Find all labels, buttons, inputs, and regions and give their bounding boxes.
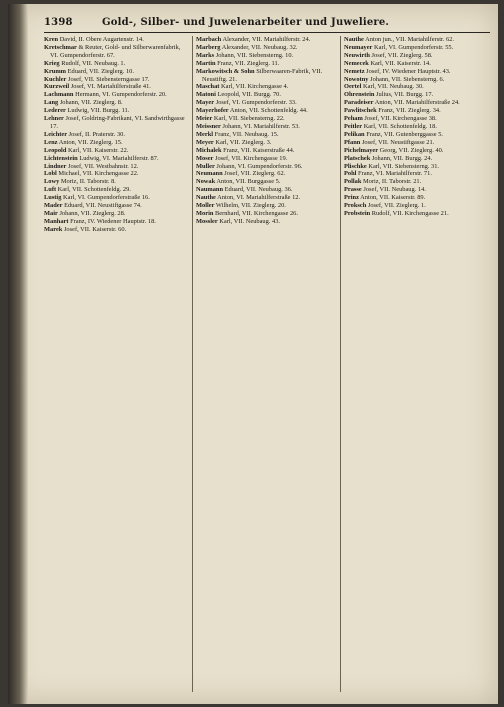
entry-details: Karl, VI. Gumpendorferstraße 16. [61,194,150,202]
entry-details: Alexander, VII. Mariahilferstr. 24. [221,36,311,43]
entry-name: Marberg [196,43,221,51]
page-number: 1398 [44,17,73,28]
entry-name: Pfann [344,138,361,146]
directory-entry [196,131,337,139]
scanned-page [8,4,498,704]
directory-page [44,16,490,696]
entry-details: Michael, VII. Kirchengasse 22. [56,170,139,178]
directory-entry [196,139,337,147]
directory-entry [44,218,189,226]
entry-name: Mossler [196,217,218,225]
entry-details: Julius, VII. Burgg. 17. [374,91,434,99]
directory-entry [344,83,485,91]
entry-name: Martin [196,59,216,67]
column-2 [192,36,340,692]
entry-name: Neumann [196,170,223,178]
column-1 [44,36,192,692]
entry-details: Johann, VII. Zieglerg. 28. [57,209,126,217]
entry-details: Johann, VII. Zieglerg. 8. [58,99,123,107]
directory-entry [196,36,337,44]
directory-entry [344,123,485,131]
entry-name: Proksch [344,202,367,210]
directory-entry [344,44,485,52]
directory-entry [44,194,189,202]
entry-details: Franz, IV. Wiedener Hauptstr. 18. [68,217,156,225]
directory-entry [344,210,485,218]
entry-details: Josef, VII. Siebensterngasse 17. [66,75,150,83]
directory-entry [196,68,337,84]
page-header [44,16,490,33]
entry-name: Mair [44,209,58,217]
entry-details: Johann, VII. Siebensterng. 6. [368,75,445,83]
entry-name: Oertel [344,83,362,91]
entry-name: Prinz [344,194,359,202]
directory-entry [344,163,485,171]
entry-name: Platschek [344,154,371,162]
entry-name: Krieg [44,59,60,67]
directory-entry [344,147,485,155]
entry-details: Franz, VII. Kaiserstraße 44. [221,146,295,154]
entry-details: Johann, VII. Burgg. 24. [370,154,433,162]
directory-entry [196,91,337,99]
entry-details: Eduard, VII. Neubaug. 36. [223,186,293,194]
directory-entry [344,170,485,178]
entry-details: Karl, VII. Siebensterng. 31. [366,162,440,170]
entry-details: Hermann, VI. Gumpendorferstr. 20. [73,91,167,99]
entry-details: Rudolf, VII. Kirchengasse 21. [370,209,449,217]
entry-name: Lachmann [44,91,74,99]
entry-details: Franz, VII. Zieglerg. 34. [376,107,441,115]
entry-details: & Reuter, Gold- und Silberwarenfabrik, VI. Gumpendorferstr. 67. [50,43,181,59]
entry-name: Meier [196,115,213,123]
directory-entry [196,60,337,68]
directory-entry [344,99,485,107]
entry-name: Leopold [44,146,67,154]
entry-details: Anton, VII. Kaiserstr. 89. [358,194,426,202]
entry-name: Leichter [44,130,68,138]
entry-name: Kren [44,36,59,43]
directory-entry [44,91,189,99]
entry-name: Kurzweil [44,83,70,91]
entry-details: Karl, VII. Kaiserstr. 14. [368,59,431,67]
entry-name: Paradeiser [344,99,374,107]
entry-details: Bernhard, VII. Kirchengasse 26. [213,209,298,217]
entry-name: Nemecek [344,59,369,67]
entry-details: Karl, VII. Kaiserstr. 22. [66,146,129,154]
entry-name: Prasse [344,186,362,194]
entry-name: Nauthe [196,194,216,202]
directory-entry [44,202,189,210]
entry-name: Lenz [44,138,58,146]
entry-name: Peham [344,115,363,123]
entry-details: Karl, VII. Schottenfeldg. 18. [362,122,437,130]
entry-details: Moriz, II. Taborstr. 8. [59,178,116,186]
entry-name: Pollak [344,178,362,186]
entry-name: Lindner [44,162,67,170]
entry-details: Johann, VII. Siebensterng. 10. [214,51,294,59]
directory-entry [196,99,337,107]
entry-name: Marbach [196,36,222,43]
directory-entry [44,163,189,171]
entry-name: Pelikan [344,130,365,138]
entry-details: Ludwig, VII. Burgg. 11. [65,107,130,115]
directory-entry [344,36,485,44]
directory-entry [344,194,485,202]
entry-details: Anton, VII. Mariahilferstraße 24. [373,99,460,107]
directory-entry [344,131,485,139]
entry-name: Lowy [44,178,60,186]
entry-details: Eduard, VII. Zieglerg. 10. [66,67,134,75]
directory-entry [196,52,337,60]
entry-details: Karl, VII. Siebensterng. 22. [212,115,285,123]
directory-entry [196,194,337,202]
directory-entry [196,218,337,226]
entry-name: Pawlitschek [344,107,377,115]
entry-details: Josef, Goldring-Fabrikant, VI. Sandwirthgasse 17. [50,115,185,130]
entry-details: Josef, VII. Kaiserstr. 60. [62,225,127,233]
directory-entry [196,202,337,210]
entry-details: Johann, VI. Gumpendorferstr. 96. [214,162,303,170]
entry-name: Manhart [44,217,69,225]
directory-entry [196,163,337,171]
entry-details: Anton, VII. Schottenfeldg. 44. [228,107,308,115]
entry-name: Meissner [196,122,221,130]
directory-entry [344,155,485,163]
entry-name: Nowotny [344,75,369,83]
entry-details: David, II. Obere Augartenstr. 14. [58,36,144,43]
entry-details: Anton, VI. Mariahilferstraße 12. [215,194,301,202]
entry-details: Anton, VII. Burggasse 5. [215,178,281,186]
entry-name: Moser [196,154,214,162]
entry-details: Josef, VI. Mariahilferstraße 41. [69,83,151,91]
entry-details: Josef, VII. Neubaug. 14. [361,186,426,194]
entry-details: Josef, VII. Zieglerg. 1. [366,202,426,210]
directory-entry [344,91,485,99]
directory-entry [44,107,189,115]
entry-name: Mader [44,202,63,210]
entry-details: Josef, VII. Westbahnstr. 12. [66,162,139,170]
entry-name: Krumm [44,67,67,75]
entry-details: Johann, VI. Mariahilferstr. 53. [220,122,300,130]
directory-entry [196,44,337,52]
entry-name: Neuwirth [344,51,370,59]
directory-entry [44,139,189,147]
entry-details: Josef, VII. Zieglerg. 62. [222,170,286,178]
directory-entry [44,131,189,139]
directory-entry [44,76,189,84]
entry-name: Naumann [196,186,223,194]
entry-details: Rudolf, VII. Neubaug. 1. [59,59,126,67]
directory-entry [344,107,485,115]
entry-details: Karl, VII. Neubaug. 30. [361,83,424,91]
directory-entry [344,139,485,147]
directory-entry [44,83,189,91]
entry-details: Franz, VII. Neubaug. 15. [213,130,279,138]
entry-name: Meyer [196,138,214,146]
entry-name: Peitler [344,122,363,130]
entry-details: Silberwaaren-Fabrik, VII. Neustiftg. 21. [202,67,323,83]
directory-entry [196,123,337,131]
entry-details: Karl, VII. Kirchengasse 4. [219,83,289,91]
directory-entry [44,115,189,131]
entry-details: Moriz, II. Taborstr. 21. [361,178,422,186]
entry-details: Karl, VII. Schottenfeldg. 29. [56,186,131,194]
entry-name: Kretschmar [44,43,77,51]
directory-entry [196,170,337,178]
directory-entry [44,147,189,155]
directory-entry [196,107,337,115]
entry-name: Lichtenstein [44,154,78,162]
entry-details: Josef, VII. Kirchengasse 19. [213,154,288,162]
entry-name: Nowak [196,178,216,186]
entry-details: Josef, VII. Zieglerg. 58. [369,51,433,59]
directory-entry [44,226,189,234]
entry-details: Georg, VII. Zieglerg. 40. [378,146,444,154]
directory-entry [44,155,189,163]
entry-name: Mayerhofer [196,107,229,115]
directory-entry [44,210,189,218]
entry-name: Mayer [196,99,215,107]
entry-name: Michalek [196,146,222,154]
entry-columns [44,36,490,692]
book-gutter [8,4,28,704]
entry-details: Ludwig, VI. Mariahilferstr. 87. [77,154,159,162]
entry-name: Ohrenstein [344,91,375,99]
directory-entry [44,99,189,107]
entry-details: Karl, VI. Gumpendorferstr. 55. [372,43,454,51]
directory-entry [196,210,337,218]
directory-entry [344,186,485,194]
entry-name: Muller [196,162,215,170]
entry-name: Lehner [44,115,64,123]
directory-entry [196,115,337,123]
entry-details: Eduard, VII. Neustiftgasse 74. [62,202,142,210]
entry-details: Franz, VI. Mariahilferstr. 71. [356,170,432,178]
directory-entry [44,44,189,60]
entry-name: Neumayer [344,43,373,51]
directory-entry [44,60,189,68]
entry-name: Lederer [44,107,66,115]
entry-details: Alexander, VII. Neubaug. 32. [220,43,298,51]
entry-name: Probstein [344,209,371,217]
entry-details: Josef, IV. Wiedener Hauptstr. 43. [364,67,451,75]
entry-name: Nauthe [344,36,364,43]
directory-entry [344,68,485,76]
entry-name: Lobl [44,170,57,178]
entry-details: Leopold, VII. Burgg. 70. [215,91,281,99]
entry-details: Franz, VII. Gutenberggasse 5. [364,130,443,138]
directory-entry [344,52,485,60]
directory-entry [196,147,337,155]
entry-name: Maschat [196,83,220,91]
entry-name: Markowitsch & Sohn [196,67,255,75]
entry-name: Marek [44,225,63,233]
directory-entry [44,178,189,186]
directory-entry [44,170,189,178]
entry-name: Pichelmayer [344,146,379,154]
directory-entry [344,60,485,68]
entry-name: Lang [44,99,59,107]
directory-entry [44,36,189,44]
entry-name: Lustig [44,194,62,202]
entry-details: Josef, VII. Kirchengasse 38. [362,115,437,123]
running-title: Gold-, Silber- und Juwelenarbeiter und Juweliere. [102,17,390,28]
entry-name: Nemetz [344,67,365,75]
entry-details: Franz, VII. Zieglerg. 11. [215,59,280,67]
entry-name: Moller [196,202,215,210]
directory-entry [196,178,337,186]
directory-entry [44,186,189,194]
entry-name: Morin [196,209,214,217]
directory-entry [196,186,337,194]
entry-details: Josef, II. Praterstr. 30. [67,130,125,138]
directory-entry [44,68,189,76]
entry-details: Anton, VII. Zieglerg. 15. [57,138,123,146]
entry-name: Plischke [344,162,367,170]
entry-details: Karl, VII. Neubaug. 43. [217,217,281,225]
entry-details: Wilhelm, VII. Zieglerg. 20. [214,202,286,210]
entry-details: Josef, VI. Gumpendorferstr. 33. [214,99,297,107]
directory-entry [196,83,337,91]
entry-details: Josef, VII. Neustiftgasse 21. [360,138,435,146]
entry-name: Matoni [196,91,216,99]
directory-entry [196,155,337,163]
directory-entry [344,115,485,123]
entry-details: Anton jun., VII. Mariahilferstr. 62. [363,36,454,43]
entry-details: Karl, VII. Zieglerg. 3. [213,138,272,146]
directory-entry [344,76,485,84]
entry-name: Kuchler [44,75,67,83]
entry-name: Merkl [196,130,214,138]
entry-name: Luft [44,186,57,194]
directory-entry [344,178,485,186]
column-3 [340,36,488,692]
directory-entry [344,202,485,210]
entry-name: Marks [196,51,215,59]
entry-name: Pohl [344,170,357,178]
